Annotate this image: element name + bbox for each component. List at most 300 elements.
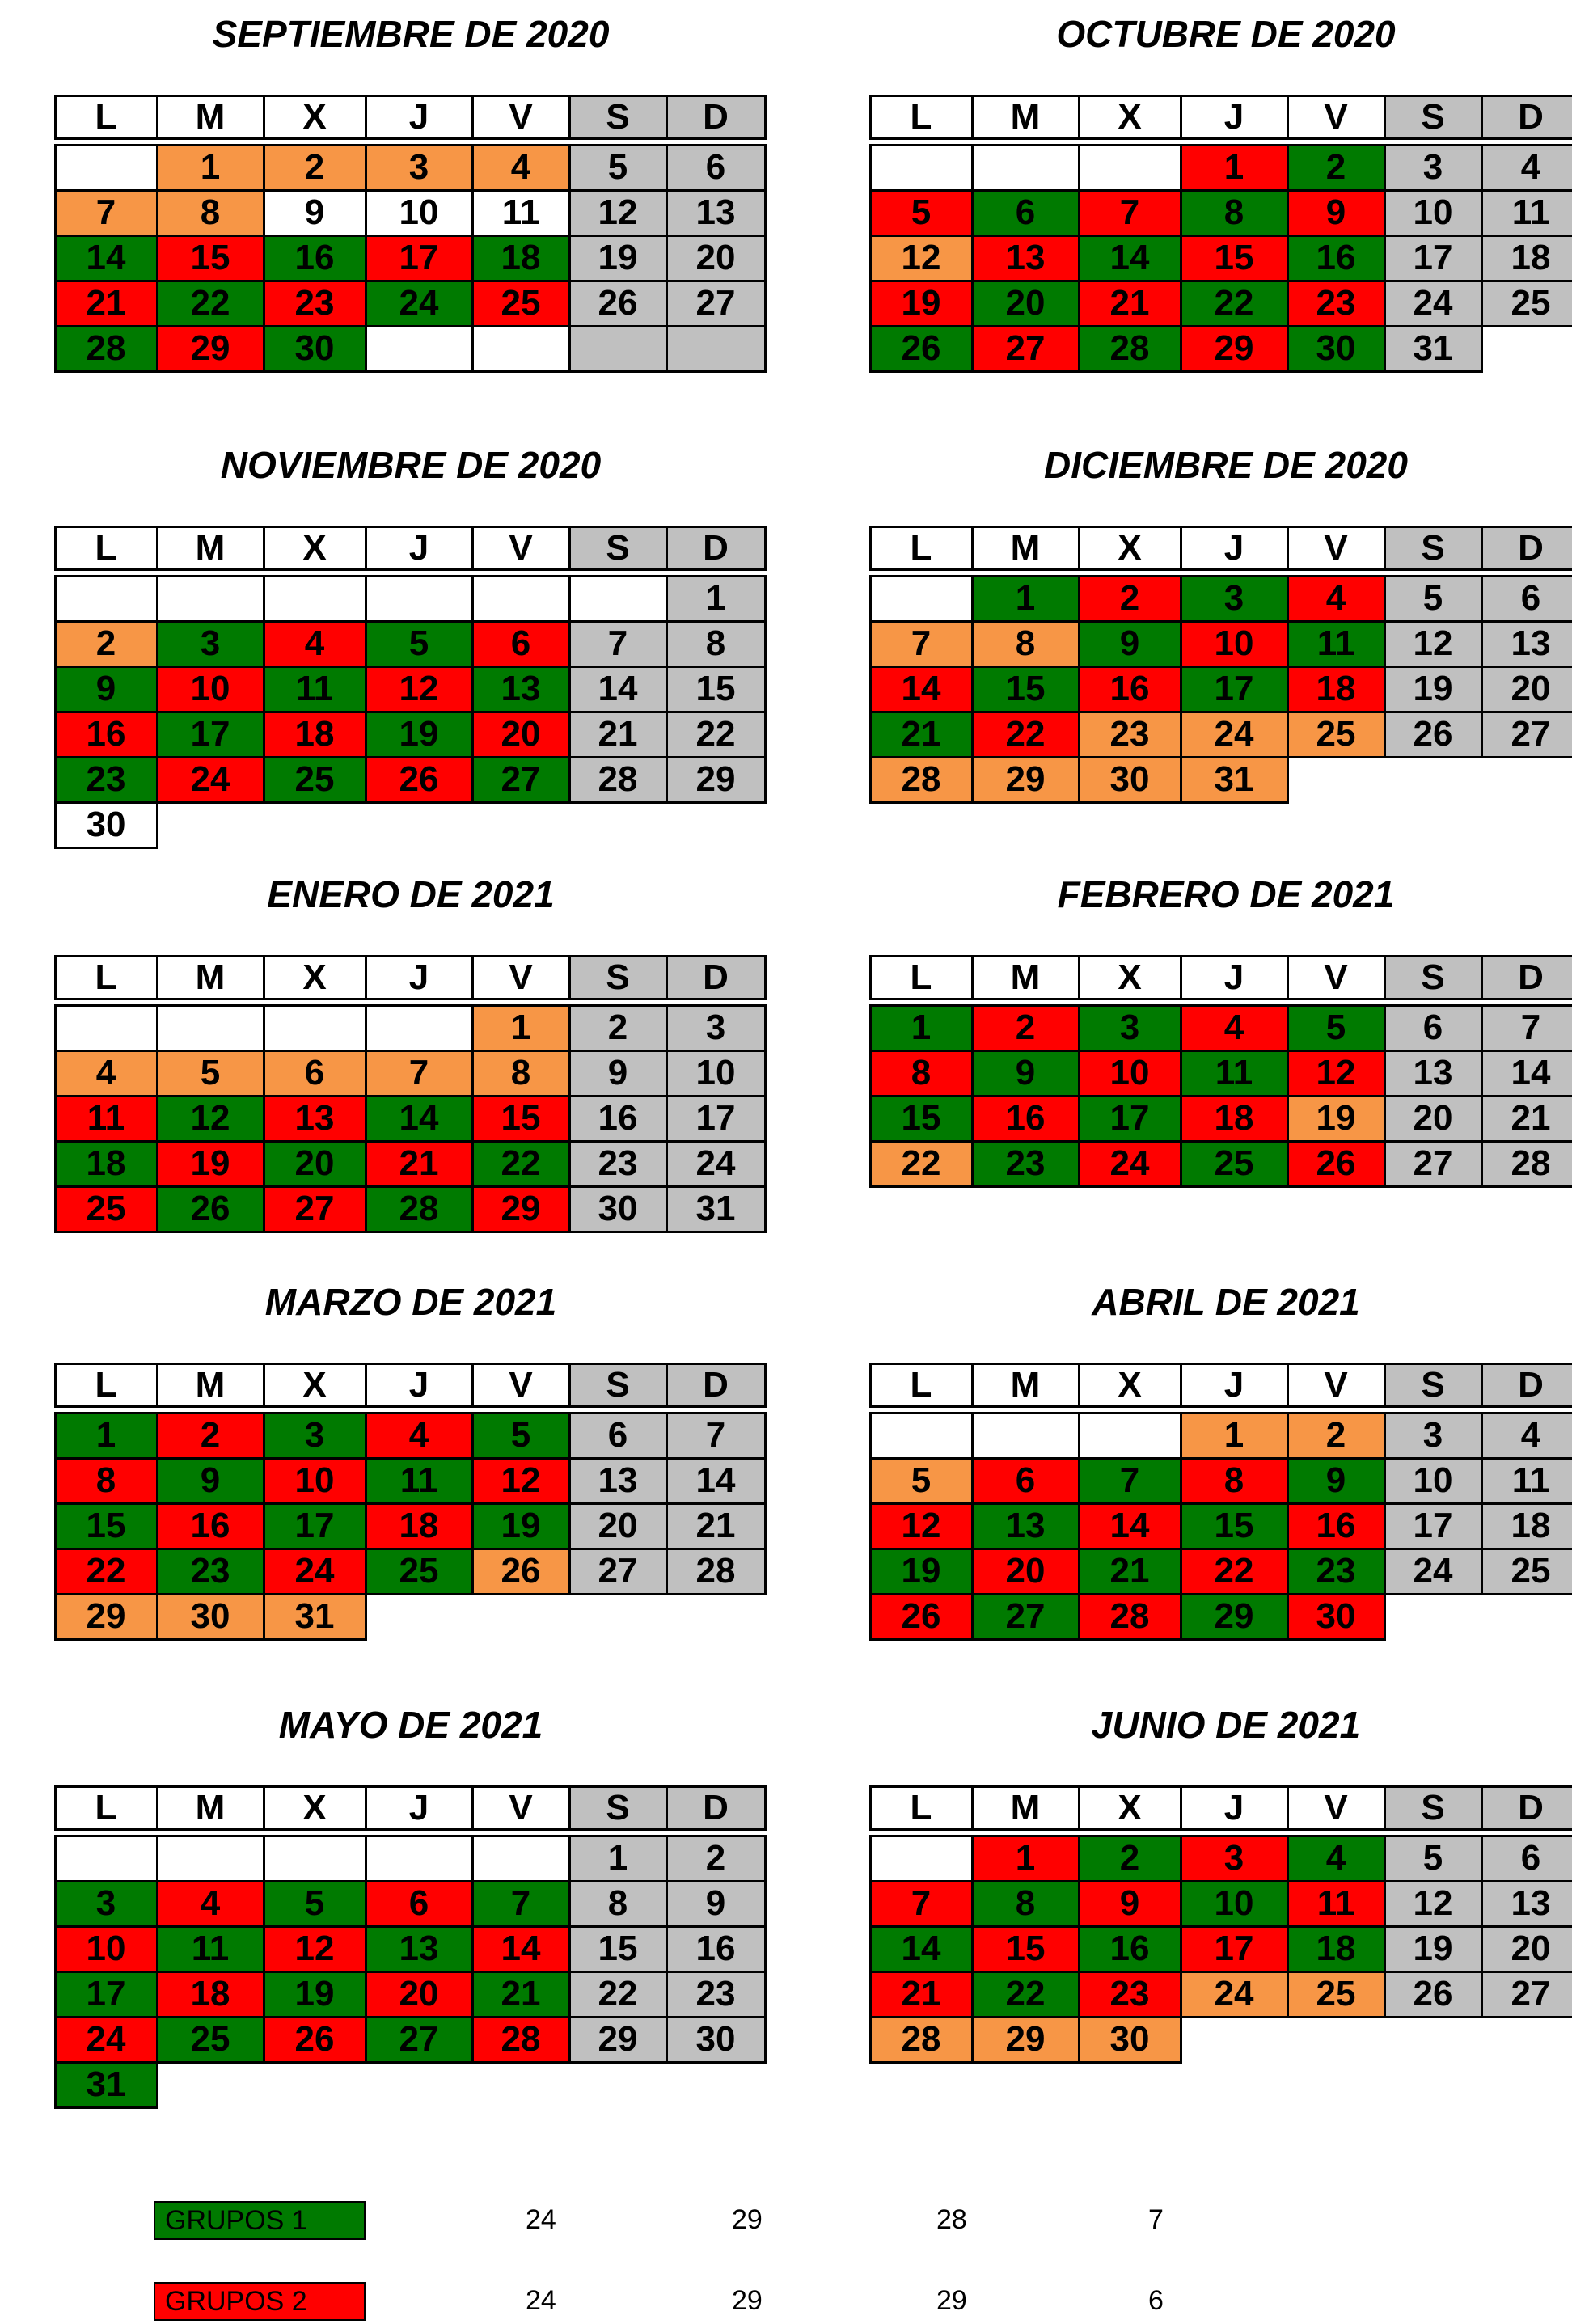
empty-cell	[666, 2062, 765, 2110]
day-cell: 2	[1287, 1412, 1386, 1460]
weekday-header: X	[263, 955, 367, 1000]
weekday-header: L	[54, 95, 158, 140]
week-row	[55, 1005, 765, 1050]
day-cell: 21	[568, 711, 668, 758]
month-grid	[870, 526, 1572, 805]
day-cell: 27	[971, 1593, 1080, 1641]
weekday-header: D	[666, 1785, 767, 1831]
week-row	[55, 757, 765, 802]
day-cell: 6	[971, 189, 1080, 237]
week-row	[55, 1413, 765, 1458]
weekday-header: V	[471, 95, 571, 140]
day-cell: 4	[1481, 1412, 1572, 1460]
day-cell: 27	[666, 280, 767, 327]
legend-count: 6	[1148, 2285, 1164, 2316]
weekday-header-row	[870, 1786, 1572, 1829]
day-cell: 12	[568, 189, 668, 237]
weekday-header: J	[1180, 526, 1289, 571]
day-cell: 1	[1180, 144, 1289, 192]
day-cell: 16	[568, 1095, 668, 1143]
empty-cell	[264, 802, 366, 850]
day-cell: 10	[1180, 1880, 1289, 1928]
empty-cell	[366, 2062, 472, 2110]
legend-count: 7	[1148, 2204, 1164, 2235]
day-cell: 10	[666, 1050, 767, 1097]
week-row	[55, 145, 765, 190]
month-grid	[55, 95, 765, 371]
day-cell: 19	[1287, 1095, 1386, 1143]
day-cell: 13	[568, 1457, 668, 1505]
day-cell: 14	[1481, 1050, 1572, 1097]
day-cell: 13	[1481, 1880, 1572, 1928]
day-cell: 5	[263, 1880, 367, 1928]
day-cell: 27	[1384, 1140, 1483, 1188]
week-row	[870, 1836, 1572, 1881]
month-title: FEBRERO DE 2021	[1057, 873, 1395, 915]
weekday-header-row	[55, 956, 765, 999]
weekday-header: D	[666, 526, 767, 571]
day-cell: 28	[869, 756, 974, 804]
day-cell: 19	[1384, 1925, 1483, 1973]
weekday-header: X	[1078, 526, 1182, 571]
day-cell: 27	[1481, 1971, 1572, 2018]
weekday-header: V	[1287, 1785, 1386, 1831]
day-cell: 12	[1384, 620, 1483, 668]
day-cell: 24	[1078, 1140, 1182, 1188]
day-cell: 10	[156, 666, 265, 713]
week-row	[870, 281, 1572, 326]
empty-cell	[472, 802, 569, 850]
day-cell: 15	[568, 1925, 668, 1973]
weekday-header-row	[55, 1363, 765, 1406]
day-cell: 30	[1287, 325, 1386, 373]
day-cell: 14	[54, 235, 158, 282]
weekday-header: S	[568, 1363, 668, 1408]
day-cell: 7	[471, 1880, 571, 1928]
empty-cell	[1181, 2017, 1287, 2064]
day-cell: 4	[156, 1880, 265, 1928]
day-cell: 8	[156, 189, 265, 237]
day-cell: 18	[1481, 235, 1572, 282]
day-cell: 23	[1287, 1548, 1386, 1595]
day-cell: 10	[1384, 189, 1483, 237]
day-cell: 31	[1180, 756, 1289, 804]
empty-cell	[569, 802, 666, 850]
day-cell	[869, 575, 974, 623]
day-cell: 13	[1384, 1050, 1483, 1097]
day-cell: 23	[54, 756, 158, 804]
week-row	[870, 1050, 1572, 1096]
day-cell: 10	[263, 1457, 367, 1505]
weekday-header: X	[1078, 955, 1182, 1000]
legend-count: 29	[732, 2285, 763, 2316]
empty-cell	[1384, 757, 1481, 805]
legend-count: 29	[732, 2204, 763, 2235]
week-row	[870, 1926, 1572, 1971]
month-grid	[870, 956, 1572, 1186]
weekday-header: X	[263, 526, 367, 571]
day-cell: 15	[971, 666, 1080, 713]
day-cell: 11	[263, 666, 367, 713]
day-cell: 11	[156, 1925, 265, 1973]
day-cell: 3	[1384, 1412, 1483, 1460]
day-cell: 15	[971, 1925, 1080, 1973]
day-cell: 30	[54, 801, 158, 849]
day-cell: 12	[263, 1925, 367, 1973]
weekday-header: S	[1384, 1785, 1483, 1831]
day-cell: 21	[869, 711, 974, 758]
weekday-header: V	[1287, 1363, 1386, 1408]
day-cell: 20	[471, 711, 571, 758]
week-row	[870, 666, 1572, 712]
day-cell: 4	[1287, 1835, 1386, 1882]
day-cell: 23	[1078, 1971, 1182, 2018]
weekday-header-row	[55, 1786, 765, 1829]
day-cell: 9	[666, 1880, 767, 1928]
day-cell: 22	[568, 1971, 668, 2018]
day-cell: 19	[869, 1548, 974, 1595]
day-cell: 28	[54, 325, 158, 373]
day-cell: 2	[263, 144, 367, 192]
day-cell: 22	[971, 1971, 1080, 2018]
day-cell: 29	[1180, 325, 1289, 373]
day-cell: 8	[869, 1050, 974, 1097]
day-cell: 28	[666, 1548, 767, 1595]
day-cell: 25	[1287, 1971, 1386, 2018]
day-cell: 18	[156, 1971, 265, 2018]
day-cell: 7	[1481, 1004, 1572, 1052]
day-cell: 8	[568, 1880, 668, 1928]
weekday-header: L	[869, 526, 974, 571]
day-cell: 24	[263, 1548, 367, 1595]
week-row	[55, 1186, 765, 1232]
day-cell: 24	[1180, 1971, 1289, 2018]
month-grid	[870, 1363, 1572, 1642]
day-cell: 26	[568, 280, 668, 327]
day-cell	[971, 144, 1080, 192]
day-cell: 12	[869, 1502, 974, 1550]
day-cell: 7	[568, 620, 668, 668]
day-cell: 15	[1180, 1502, 1289, 1550]
day-cell: 22	[666, 711, 767, 758]
week-row	[55, 2017, 765, 2062]
weekday-header: D	[666, 95, 767, 140]
week-row	[870, 145, 1572, 190]
day-cell: 8	[971, 620, 1080, 668]
weekday-header: X	[1078, 95, 1182, 140]
day-cell: 15	[869, 1095, 974, 1143]
day-cell: 25	[54, 1185, 158, 1233]
week-row	[870, 1594, 1572, 1642]
month-grid	[870, 1786, 1572, 2064]
day-cell: 20	[1481, 1925, 1572, 1973]
weekday-header: J	[1180, 955, 1289, 1000]
month-title: NOVIEMBRE DE 2020	[220, 444, 602, 486]
day-cell: 4	[1287, 575, 1386, 623]
day-cell: 17	[365, 235, 474, 282]
day-cell: 2	[1287, 144, 1386, 192]
week-row	[870, 235, 1572, 281]
day-cell: 29	[666, 756, 767, 804]
empty-cell	[1481, 2017, 1572, 2064]
weekday-header: X	[263, 1785, 367, 1831]
day-cell: 25	[1481, 280, 1572, 327]
weekday-header: J	[1180, 1785, 1289, 1831]
week-row	[870, 757, 1572, 805]
weekday-header: M	[156, 955, 265, 1000]
day-cell: 17	[54, 1971, 158, 2018]
day-cell	[263, 575, 367, 623]
day-cell: 2	[971, 1004, 1080, 1052]
day-cell: 4	[263, 620, 367, 668]
week-row	[55, 235, 765, 281]
day-cell: 8	[1180, 1457, 1289, 1505]
day-cell: 5	[365, 620, 474, 668]
week-row	[55, 1594, 765, 1642]
day-cell: 6	[568, 1412, 668, 1460]
legend-count: 24	[526, 2204, 556, 2235]
month-grid	[55, 526, 765, 850]
day-cell	[365, 1835, 474, 1882]
day-cell: 26	[263, 2016, 367, 2064]
day-cell: 25	[156, 2016, 265, 2064]
day-cell: 1	[971, 575, 1080, 623]
day-cell: 12	[1287, 1050, 1386, 1097]
day-cell: 31	[54, 2061, 158, 2109]
weekday-header: J	[365, 95, 474, 140]
week-row	[870, 326, 1572, 374]
day-cell: 5	[1384, 575, 1483, 623]
month-title: OCTUBRE DE 2020	[1056, 13, 1396, 55]
day-cell	[568, 575, 668, 623]
day-cell	[869, 1412, 974, 1460]
day-cell	[471, 1835, 571, 1882]
day-cell: 16	[1287, 235, 1386, 282]
day-cell: 4	[365, 1412, 474, 1460]
day-cell: 18	[54, 1140, 158, 1188]
week-row	[870, 712, 1572, 757]
day-cell: 7	[869, 620, 974, 668]
empty-cell	[1481, 326, 1572, 374]
day-cell: 15	[156, 235, 265, 282]
day-cell: 25	[263, 756, 367, 804]
weekday-header: S	[568, 1785, 668, 1831]
day-cell: 31	[666, 1185, 767, 1233]
month-title: ENERO DE 2021	[267, 873, 555, 915]
day-cell	[365, 575, 474, 623]
day-cell: 23	[1078, 711, 1182, 758]
weekday-header: V	[471, 955, 571, 1000]
day-cell: 8	[1180, 189, 1289, 237]
day-cell: 15	[471, 1095, 571, 1143]
week-row	[55, 1926, 765, 1971]
legend-count: 24	[526, 2285, 556, 2316]
weekday-header: S	[568, 95, 668, 140]
day-cell: 26	[869, 1593, 974, 1641]
day-cell: 6	[1384, 1004, 1483, 1052]
weekday-header-row	[55, 526, 765, 569]
week-row	[55, 281, 765, 326]
weekday-header-row	[870, 1363, 1572, 1406]
weekday-header: L	[869, 1363, 974, 1408]
day-cell	[471, 325, 571, 373]
day-cell: 20	[365, 1971, 474, 2018]
day-cell: 10	[1180, 620, 1289, 668]
week-row	[55, 1503, 765, 1549]
day-cell: 2	[666, 1835, 767, 1882]
day-cell: 30	[1078, 2016, 1182, 2064]
day-cell: 11	[471, 189, 571, 237]
empty-cell	[366, 802, 472, 850]
day-cell: 11	[1287, 1880, 1386, 1928]
day-cell: 6	[666, 144, 767, 192]
legend-group-label: GRUPOS 1	[154, 2201, 366, 2240]
day-cell: 23	[156, 1548, 265, 1595]
month-title: ABRIL DE 2021	[1092, 1281, 1360, 1323]
day-cell: 1	[568, 1835, 668, 1882]
legend-count: 28	[936, 2204, 967, 2235]
day-cell: 1	[1180, 1412, 1289, 1460]
day-cell: 8	[471, 1050, 571, 1097]
weekday-header: M	[971, 1363, 1080, 1408]
day-cell	[263, 1835, 367, 1882]
day-cell: 1	[971, 1835, 1080, 1882]
empty-cell	[666, 802, 765, 850]
day-cell: 13	[471, 666, 571, 713]
day-cell: 5	[869, 189, 974, 237]
day-cell: 15	[666, 666, 767, 713]
day-cell: 27	[568, 1548, 668, 1595]
day-cell: 26	[1384, 1971, 1483, 2018]
day-cell: 9	[971, 1050, 1080, 1097]
day-cell: 3	[156, 620, 265, 668]
day-cell	[869, 1835, 974, 1882]
weekday-header: L	[869, 95, 974, 140]
day-cell: 25	[1481, 1548, 1572, 1595]
day-cell: 5	[156, 1050, 265, 1097]
weekday-header: J	[1180, 95, 1289, 140]
day-cell: 27	[365, 2016, 474, 2064]
week-row	[55, 1971, 765, 2017]
empty-cell	[1287, 2017, 1384, 2064]
empty-cell	[569, 1594, 666, 1642]
day-cell: 1	[156, 144, 265, 192]
empty-cell	[157, 2062, 264, 2110]
month-title: MARZO DE 2021	[264, 1281, 557, 1323]
day-cell: 6	[263, 1050, 367, 1097]
week-row	[55, 1549, 765, 1594]
day-cell: 21	[1078, 280, 1182, 327]
day-cell: 9	[1287, 189, 1386, 237]
week-row	[55, 190, 765, 235]
weekday-header: M	[971, 955, 1080, 1000]
day-cell: 21	[666, 1502, 767, 1550]
week-row	[870, 1458, 1572, 1503]
weekday-header: J	[365, 1785, 474, 1831]
empty-cell	[264, 2062, 366, 2110]
day-cell: 16	[54, 711, 158, 758]
day-cell: 4	[1180, 1004, 1289, 1052]
week-row	[870, 1503, 1572, 1549]
day-cell: 22	[1180, 1548, 1289, 1595]
weekday-header: V	[471, 1785, 571, 1831]
day-cell: 21	[471, 1971, 571, 2018]
month-grid	[870, 95, 1572, 374]
day-cell	[156, 575, 265, 623]
day-cell	[54, 144, 158, 192]
day-cell: 24	[1180, 711, 1289, 758]
day-cell: 28	[1078, 1593, 1182, 1641]
day-cell: 22	[971, 711, 1080, 758]
week-row	[870, 190, 1572, 235]
day-cell: 22	[471, 1140, 571, 1188]
day-cell: 8	[666, 620, 767, 668]
day-cell	[54, 575, 158, 623]
day-cell: 11	[1481, 189, 1572, 237]
empty-cell	[569, 2062, 666, 2110]
week-row	[870, 1096, 1572, 1141]
month-title: MAYO DE 2021	[278, 1704, 543, 1746]
weekday-header: M	[156, 95, 265, 140]
month-title: JUNIO DE 2021	[1091, 1704, 1361, 1746]
day-cell: 23	[263, 280, 367, 327]
weekday-header-row	[870, 956, 1572, 999]
day-cell	[54, 1835, 158, 1882]
day-cell: 2	[1078, 575, 1182, 623]
weekday-header: M	[156, 1363, 265, 1408]
weekday-header: L	[54, 1363, 158, 1408]
day-cell: 16	[1078, 666, 1182, 713]
weekday-header: D	[666, 955, 767, 1000]
day-cell: 5	[471, 1412, 571, 1460]
day-cell: 10	[1384, 1457, 1483, 1505]
day-cell: 1	[471, 1004, 571, 1052]
day-cell: 13	[365, 1925, 474, 1973]
day-cell	[1078, 1412, 1182, 1460]
day-cell: 17	[156, 711, 265, 758]
day-cell: 29	[471, 1185, 571, 1233]
day-cell: 7	[1078, 189, 1182, 237]
day-cell: 3	[365, 144, 474, 192]
day-cell: 12	[365, 666, 474, 713]
day-cell: 10	[54, 1925, 158, 1973]
weekday-header: S	[568, 526, 668, 571]
weekday-header-row	[870, 95, 1572, 138]
day-cell: 20	[263, 1140, 367, 1188]
day-cell: 9	[1287, 1457, 1386, 1505]
day-cell: 7	[1078, 1457, 1182, 1505]
day-cell: 19	[365, 711, 474, 758]
day-cell: 3	[263, 1412, 367, 1460]
day-cell: 18	[1287, 1925, 1386, 1973]
day-cell: 16	[156, 1502, 265, 1550]
empty-cell	[472, 2062, 569, 2110]
weekday-header: D	[1481, 1785, 1572, 1831]
day-cell: 5	[869, 1457, 974, 1505]
day-cell: 23	[666, 1971, 767, 2018]
day-cell: 22	[1180, 280, 1289, 327]
weekday-header: D	[1481, 955, 1572, 1000]
day-cell	[263, 1004, 367, 1052]
week-row	[870, 1141, 1572, 1186]
day-cell: 22	[869, 1140, 974, 1188]
day-cell: 12	[869, 235, 974, 282]
weekday-header: M	[971, 1785, 1080, 1831]
day-cell: 12	[1384, 1880, 1483, 1928]
weekday-header: V	[1287, 95, 1386, 140]
week-row	[55, 621, 765, 666]
weekday-header: J	[365, 955, 474, 1000]
